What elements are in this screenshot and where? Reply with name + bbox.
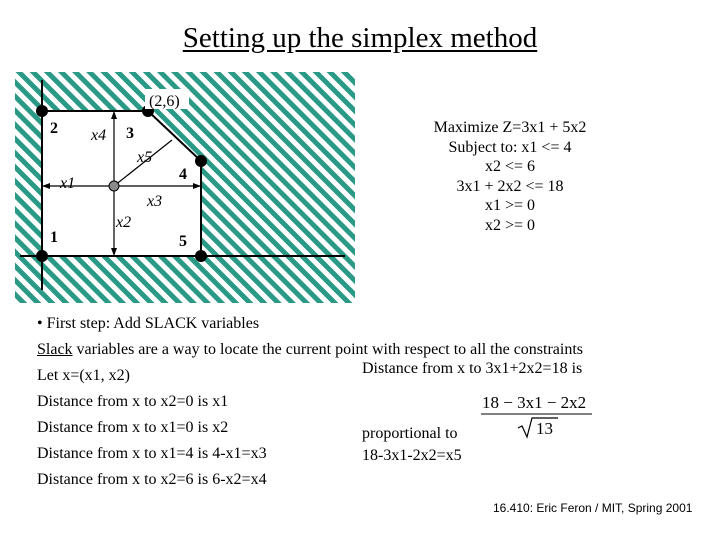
- proportional-label: proportional to: [362, 425, 458, 442]
- y-lower-label: 1: [50, 229, 58, 246]
- distance-line: Distance from x to x2=6 is 6-x2=x4: [37, 471, 267, 488]
- constraint: 3x1 + 2x2 <= 18: [456, 177, 564, 195]
- distance-line: Distance from x to x1=0 is x2: [37, 419, 229, 436]
- distance-formula: [480, 390, 600, 442]
- distance-to-constraint-line: Distance from x to 3x1+2x2=18 is: [362, 360, 583, 377]
- first-step-bullet: • First step: Add SLACK variables: [37, 315, 260, 332]
- proportional-note: [362, 423, 462, 467]
- distance-line: Distance from x to x1=4 is 4-x1=x3: [37, 445, 267, 462]
- x3-label: x3: [147, 193, 163, 210]
- distance-line: Distance from x to x2=0 is x1: [37, 393, 229, 410]
- vertex-3-label: 3: [126, 125, 134, 142]
- vertex-4-label: 4: [179, 166, 187, 183]
- slide-title: Setting up the simplex method: [182, 22, 538, 54]
- formula-denominator: 13: [536, 419, 553, 438]
- current-point: [109, 181, 119, 191]
- constraint: x2 >= 0: [484, 216, 536, 234]
- slack-definition-text: Slack variables are a way to locate the current point with respect to all the constraints: [37, 341, 584, 358]
- footer-credit: 16.410: Eric Feron / MIT, Spring 2001: [493, 501, 693, 515]
- y-upper-label: 2: [50, 120, 58, 137]
- objective: Maximize Z=3x1 + 5x2: [433, 119, 587, 136]
- vertex-point: [195, 250, 207, 262]
- vertex-point: [36, 250, 48, 262]
- vertex-point: [195, 155, 207, 167]
- constraint: Subject to: x1 <= 4: [448, 138, 572, 156]
- lp-problem-statement: [410, 118, 610, 235]
- vertex-point: [36, 105, 48, 117]
- x2-label: x2: [116, 214, 132, 231]
- slack-keyword: Slack: [37, 341, 73, 358]
- x1-label: x1: [60, 175, 76, 192]
- constraint: x2 <= 6: [484, 158, 536, 175]
- x4-label: x4: [91, 127, 107, 144]
- x5-definition: 18-3x1-2x2=x5: [362, 447, 462, 464]
- x5-label: x5: [137, 149, 153, 166]
- constraint: x1 >= 0: [484, 197, 536, 214]
- formula-numerator: 18 − 3x1 − 2x2: [482, 393, 587, 412]
- vertex-5-label: 5: [179, 233, 187, 250]
- point-label: (2,6): [149, 93, 180, 110]
- let-x-line: Let x=(x1, x2): [37, 367, 130, 384]
